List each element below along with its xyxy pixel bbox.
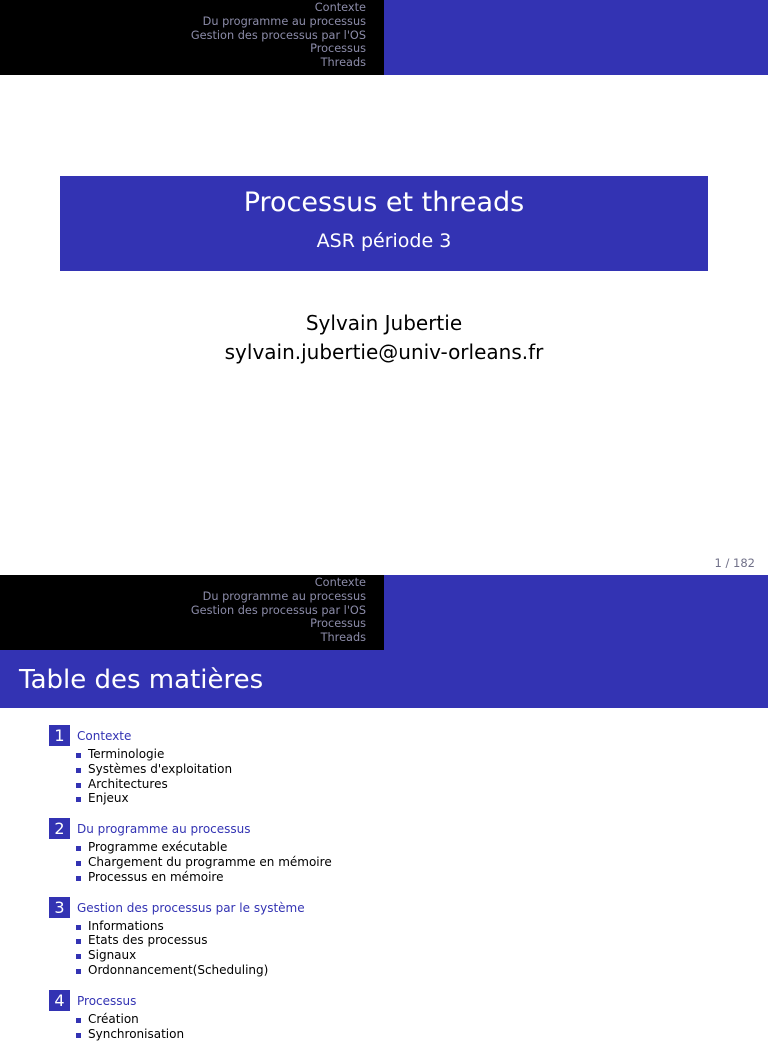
subsection-item[interactable] [49,919,749,934]
author-email: sylvain.jubertie@univ-orleans.fr [224,340,544,364]
square-bullet-icon [76,753,81,758]
nav-item-gestion[interactable]: Gestion des processus par l'OS [190,28,366,42]
section-link[interactable]: Du programme au processus [77,822,251,837]
subsection-list [49,747,749,806]
subsection-label: Signaux [88,948,137,963]
square-bullet-icon [76,797,81,802]
square-bullet-icon [76,768,81,773]
subsection-item[interactable] [49,777,749,792]
nav-item-threads[interactable]: Threads [320,56,366,70]
subsection-label: Ordonnancement(Scheduling) [88,962,269,977]
toc-section [49,897,749,978]
author-name: Sylvain Jubertie [305,311,463,335]
headline-bar [0,0,768,75]
frame-title: Table des matières [19,665,264,695]
subsection-label: Création [88,1011,139,1026]
subsection-item[interactable] [49,933,749,948]
section-number-box: 2 [49,818,70,839]
page-number: 1 / 182 [714,556,755,570]
nav-item-processus[interactable]: Processus [310,617,366,631]
subsection-item[interactable] [49,948,749,963]
title-block [60,176,708,271]
section-link[interactable]: Gestion des processus par le système [77,900,305,915]
subsection-item[interactable] [49,747,749,762]
toc-section [49,990,749,1041]
headline-right-panel [384,575,768,650]
nav-item-du-programme[interactable]: Du programme au processus [202,589,366,603]
section-navigation [191,576,366,645]
subsection-label: Terminologie [88,747,165,761]
frame-title-bar [0,650,768,708]
nav-item-threads[interactable]: Threads [320,631,366,645]
subsection-item[interactable] [49,855,749,870]
subsection-item[interactable] [49,963,749,978]
toc-slide [0,575,768,1041]
section-link[interactable]: Processus [77,993,137,1008]
square-bullet-icon [76,939,81,944]
toc-section [49,818,749,884]
square-bullet-icon [76,925,81,930]
table-of-contents [49,725,749,1041]
section-link[interactable]: Contexte [77,729,132,743]
subsection-label: Architectures [88,776,168,791]
nav-item-contexte[interactable]: Contexte [314,576,366,589]
nav-item-du-programme[interactable]: Du programme au processus [202,14,366,28]
subsection-label: Etats des processus [88,933,208,948]
section-number-box: 4 [49,990,70,1011]
square-bullet-icon [76,1033,81,1038]
square-bullet-icon [76,861,81,866]
subsection-list [49,1012,749,1041]
subsection-item[interactable] [49,791,749,806]
presentation-title: Processus et threads [243,187,525,218]
subsection-label: Programme exécutable [88,840,228,855]
toc-section-head[interactable] [49,990,749,1012]
subsection-item[interactable] [49,1012,749,1027]
toc-section-head[interactable] [49,897,749,919]
headline-bar [0,575,768,650]
subsection-label: Informations [88,918,164,933]
nav-item-gestion[interactable]: Gestion des processus par l'OS [190,603,366,617]
subsection-item[interactable] [49,840,749,855]
presentation-subtitle: ASR période 3 [316,230,452,252]
toc-section-head[interactable] [49,818,749,840]
subsection-label: Enjeux [88,791,129,806]
headline-left-panel [0,0,384,75]
square-bullet-icon [76,1018,81,1023]
subsection-label: Chargement du programme en mémoire [88,854,332,869]
square-bullet-icon [76,876,81,881]
subsection-list [49,840,749,884]
square-bullet-icon [76,846,81,851]
headline-right-panel [384,0,768,75]
subsection-list [49,919,749,978]
nav-item-processus[interactable]: Processus [310,42,366,56]
subsection-label: Systèmes d'exploitation [88,761,233,776]
section-navigation [191,1,366,70]
subsection-item[interactable] [49,1027,749,1041]
section-number-box: 1 [49,725,70,746]
headline-left-panel [0,575,384,650]
subsection-item[interactable] [49,870,749,885]
subsection-item[interactable] [49,762,749,777]
square-bullet-icon [76,954,81,959]
square-bullet-icon [76,783,81,788]
subsection-label: Processus en mémoire [88,869,224,884]
square-bullet-icon [76,969,81,974]
toc-section [49,725,749,806]
subsection-label: Synchronisation [88,1026,185,1041]
nav-item-contexte[interactable]: Contexte [314,1,366,14]
toc-section-head[interactable] [49,725,749,747]
section-number-box: 3 [49,897,70,918]
